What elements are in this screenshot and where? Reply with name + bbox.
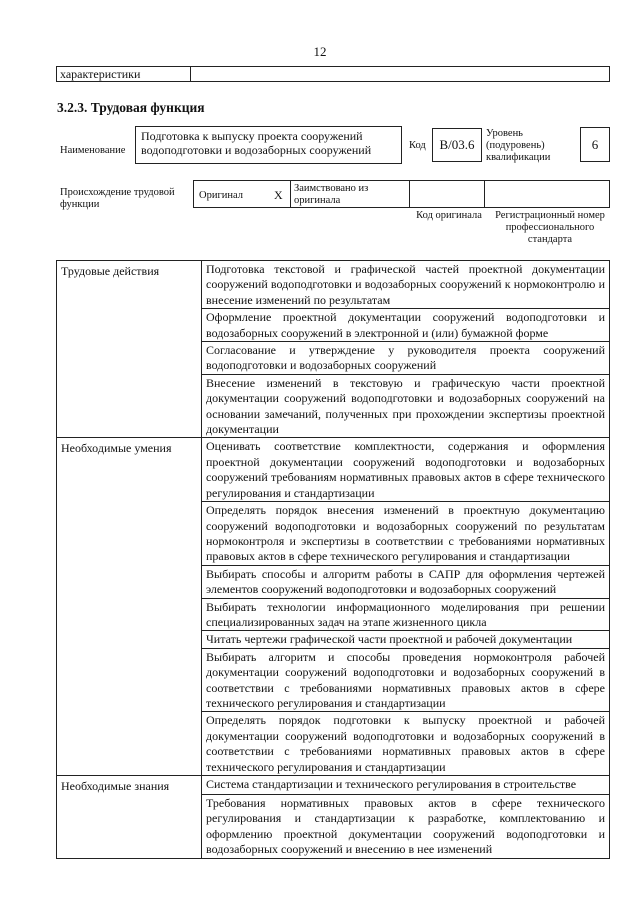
code-label: Код [409,140,426,151]
row-category [57,502,202,566]
table-row [57,712,610,776]
table-row [57,598,610,631]
name-label: Наименование [60,145,126,156]
row-text: Оценивать соответствие комплектности, содержания и оформления проектной документации сооружений водоподготовки и водозаборных сооружений требованиям нормативных правовых актов в сфере технического регулирования и стандартизации [202,438,610,502]
table-row [57,502,610,566]
borrowed-label: Заимствовано из оригинала [294,183,369,206]
labor-function-table [56,260,610,859]
table-row [57,648,610,712]
level-box [580,127,610,162]
table-row [57,565,610,598]
row-category [57,565,202,598]
row-text: Выбирать технологии информационного моделирования при решении специализированных задач на этапе жизненного цикла [202,598,610,631]
row-text: Выбирать алгоритм и способы проведения нормоконтроля рабочей документации сооружений водоподготовки и водозаборных сооружений в соответствии с требованиями нормативных правовых актов в сфере технического регулирования и стандартизации [202,648,610,712]
row-text: Подготовка текстовой и графической частей проектной документации сооружений водоподготовки и водозаборных сооружений к нормоконтролю и внесение изменений по результатам [202,261,610,309]
table-row [57,631,610,648]
reg-number-caption: Регистрационный номер профессионального стандарта [495,210,605,245]
table-row [57,261,610,309]
code-original-caption: Код оригинала [416,210,482,221]
row-category [57,648,202,712]
row-text: Определять порядок внесения изменений в проектную документацию сооружений водоподготовки и водозаборных сооружений по результатам нормоконтроля и экспертизы в соответствии с требованиями нормативных правовых актов в сфере технического регулирования и стандартизации [202,502,610,566]
code-box [432,128,482,162]
origin-reg-number-cell [485,181,609,207]
table-row [57,342,610,375]
row-text: Читать чертежи графической части проектной и рабочей документации [202,631,610,648]
level-value: 6 [591,137,599,152]
function-name-box [135,126,402,164]
row-text: Требования нормативных правовых актов в сфере технического регулирования и стандартизации к разработке, комплектованию и оформлению проектной документации сооружений водоподготовки и водозаборных сооружений и внесению в нее изменений [202,794,610,858]
origin-original-cell [194,181,291,207]
origin-borrowed-cell [291,181,410,207]
row-category [57,631,202,648]
row-category [57,598,202,631]
row-text: Выбирать способы и алгоритм работы в САПР для оформления чертежей элементов сооружений водоподготовки и водозаборных сооружений [202,565,610,598]
row-category [57,374,202,438]
section-title: 3.2.3. Трудовая функция [57,100,205,115]
code-value: B/03.6 [439,137,475,152]
table-row [57,438,610,502]
row-category [57,794,202,858]
previous-table-row [56,66,610,82]
row-text: Оформление проектной документации сооружений водоподготовки и водозаборных сооружений в электронной и (или) бумажной форме [202,309,610,342]
row-text: Определять порядок подготовки к выпуску проектной и рабочей документации сооружений водоподготовки и водозаборных сооружений в соответствии с требованиями нормативных правовых актов в сфере технического регулирования и стандартизации [202,712,610,776]
level-label: Уровень (подуровень) квалификации [486,128,551,163]
original-mark: X [274,188,283,202]
table-row [57,794,610,858]
row-category: Необходимые умения [57,438,202,502]
previous-row-label: характеристики [57,67,191,81]
row-category: Необходимые знания [57,776,202,795]
row-text: Система стандартизации и технического регулирования в строительстве [202,776,610,795]
origin-code-cell [410,181,485,207]
page-number: 12 [313,44,327,59]
row-text: Согласование и утверждение у руководителя проекта сооружений водоподготовки и водозаборных сооружений [202,342,610,375]
function-name: Подготовка к выпуску проекта сооружений водоподготовки и водозаборных сооружений [141,129,372,157]
row-category [57,309,202,342]
table-row [57,776,610,795]
row-category [57,342,202,375]
origin-label: Происхождение трудовой функции [60,187,175,210]
origin-table [193,180,610,208]
table-row [57,374,610,438]
original-label: Оригинал [199,190,243,201]
row-category: Трудовые действия [57,261,202,309]
row-text: Внесение изменений в текстовую и графическую части проектной документации сооружений водоподготовки и водозаборных сооружений на основании замечаний, полученных при прохождении экспертизы проектной документации [202,374,610,438]
row-category [57,712,202,776]
table-row [57,309,610,342]
